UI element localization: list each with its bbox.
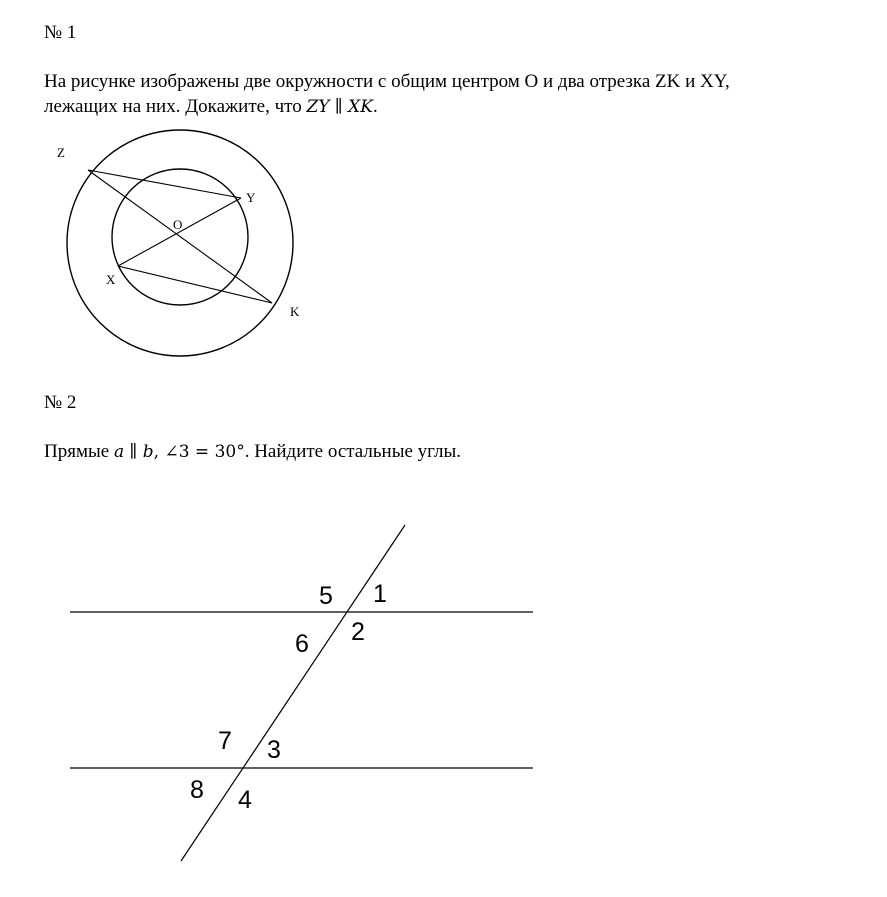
math-b: b <box>142 442 154 462</box>
problem-1-text-line-1: На рисунке изображены две окружности с общим центром О и два отрезка ZK и XY, <box>44 71 730 92</box>
problem-2-number: № 2 <box>44 392 77 413</box>
label-o: O <box>173 217 183 232</box>
parallel-symbol: ∥ <box>329 97 349 117</box>
angle-label-3: 3 <box>267 736 281 764</box>
parallel-symbol-2: ∥ <box>124 442 143 462</box>
angle-label-7: 7 <box>218 727 232 755</box>
angle-label-5: 5 <box>319 582 333 610</box>
label-x: X <box>106 272 116 287</box>
angle-label-2: 2 <box>351 618 365 646</box>
math-comma: , <box>153 442 165 462</box>
problem-2-text-suffix: . Найдите остальные углы. <box>244 441 461 462</box>
angle-label-4: 4 <box>238 786 252 814</box>
math-angle-3: ∠3 = 30° <box>164 442 245 462</box>
transversal <box>181 525 405 861</box>
problem-1-text-line-2-prefix: лежащих на них. Докажите, что <box>44 96 307 117</box>
math-a: a <box>113 442 125 462</box>
math-xk: XK <box>348 97 373 117</box>
label-k: K <box>290 304 300 319</box>
label-y: Y <box>246 190 256 205</box>
angle-label-6: 6 <box>295 630 309 658</box>
math-zy: ZY <box>306 97 330 117</box>
angle-label-1: 1 <box>373 580 387 608</box>
angle-label-8: 8 <box>190 776 204 804</box>
problem-1-text-line-2-suffix: . <box>372 96 378 117</box>
label-z: Z <box>57 145 65 160</box>
problem-1-number: № 1 <box>44 22 77 43</box>
problem-2-text-prefix: Прямые <box>44 441 114 462</box>
